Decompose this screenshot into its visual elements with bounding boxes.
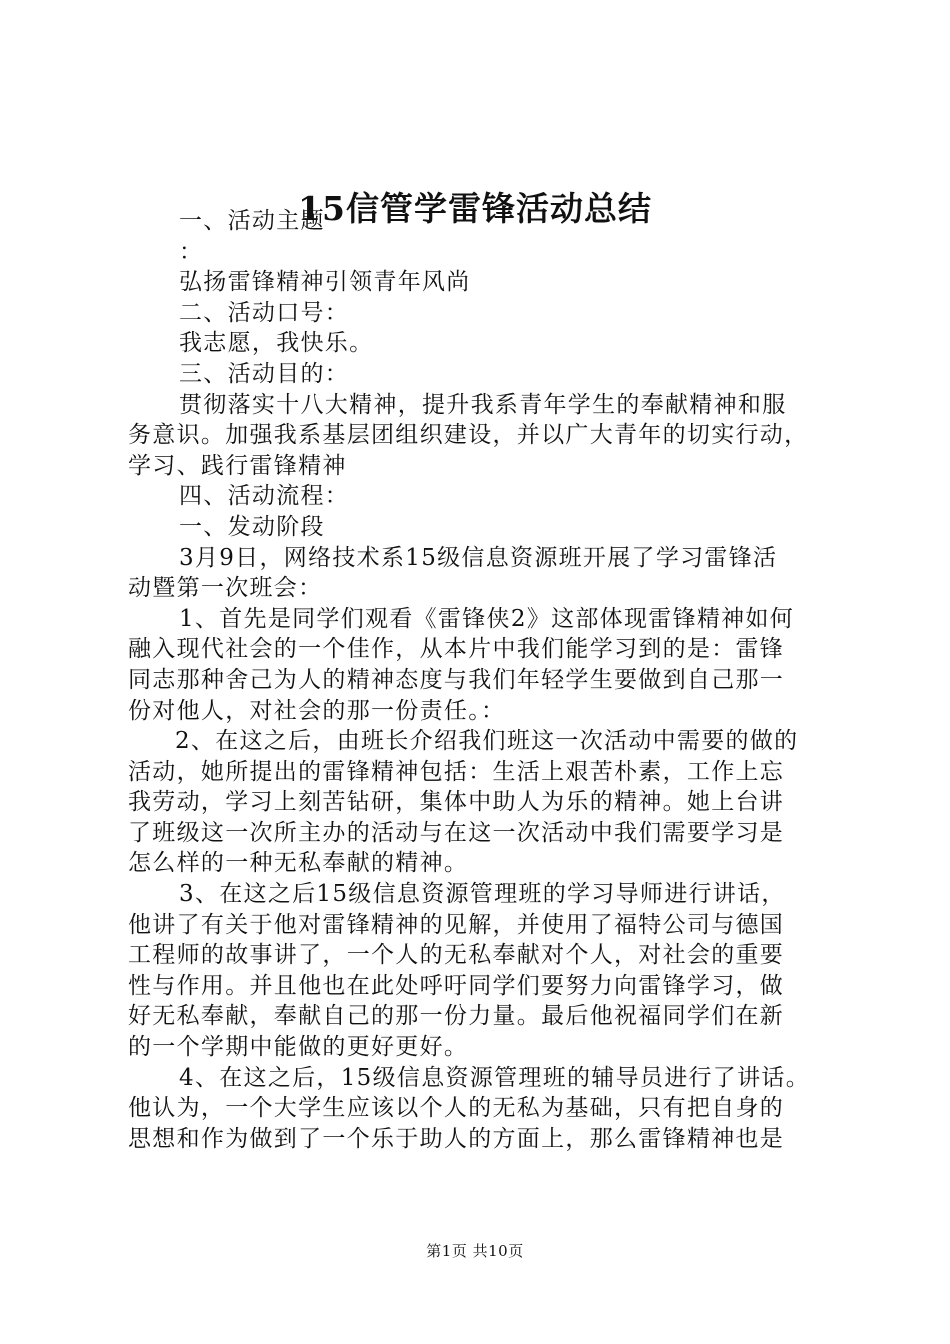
paragraph-line: 怎么样的一种无私奉献的精神。 bbox=[128, 850, 469, 877]
paragraph-line: 他讲了有关于他对雷锋精神的见解，并使用了福特公司与德国 bbox=[128, 911, 785, 938]
paragraph-line: 份对他人，对社会的那一份责任。： bbox=[128, 697, 506, 724]
paragraph-line: 好无私奉献，奉献自己的那一份力量。最后他祝福同学们在新 bbox=[128, 1003, 785, 1030]
text-line: 我志愿，我快乐。 bbox=[179, 330, 374, 357]
paragraph-line: 活动，她所提出的雷锋精神包括：生活上艰苦朴素，工作上忘 bbox=[128, 758, 785, 785]
document-body bbox=[128, 206, 848, 1154]
text-line: 弘扬雷锋精神引领青年风尚 bbox=[179, 269, 471, 296]
paragraph-line: 融入现代社会的一个佳作，从本片中我们能学习到的是：雷锋 bbox=[128, 636, 785, 663]
paragraph-line: 同志那种舍己为人的精神态度与我们年轻学生要做到自己那一 bbox=[128, 666, 785, 693]
paragraph-line: 工程师的故事讲了，一个人的无私奉献对个人，对社会的重要 bbox=[128, 942, 785, 969]
paragraph-line: 思想和作为做到了一个乐于助人的方面上，那么雷锋精神也是 bbox=[128, 1125, 785, 1152]
section-heading: 四、活动流程： bbox=[179, 483, 350, 510]
paragraph-line: 2、在这之后，由班长介绍我们班这一次活动中需要的做的 bbox=[175, 728, 799, 755]
paragraph-line: 的一个学期中能做的更好更好。 bbox=[128, 1034, 469, 1061]
paragraph-line: 贯彻落实十八大精神，提升我系青年学生的奉献精神和服 bbox=[179, 391, 787, 418]
paragraph-line: 了班级这一次所主办的活动与在这一次活动中我们需要学习是 bbox=[128, 819, 785, 846]
text-line: ： bbox=[179, 238, 204, 265]
paragraph-line: 4、在这之后，15级信息资源管理班的辅导员进行了讲话。 bbox=[179, 1064, 810, 1091]
document-title: 15信管学雷锋活动总结 bbox=[298, 189, 652, 228]
paragraph-line: 我劳动，学习上刻苦钻研，集体中助人为乐的精神。她上台讲 bbox=[128, 789, 785, 816]
paragraph-line: 性与作用。并且他也在此处呼吁同学们要努力向雷锋学习，做 bbox=[128, 972, 785, 999]
section-heading: 二、活动口号： bbox=[179, 299, 350, 326]
section-heading: 三、活动目的： bbox=[179, 360, 350, 387]
paragraph-line: 动暨第一次班会： bbox=[128, 575, 323, 602]
section-heading: 一、活动主题 bbox=[179, 208, 325, 234]
paragraph-line: 他认为，一个大学生应该以个人的无私为基础，只有把自身的 bbox=[128, 1095, 785, 1122]
paragraph-line: 3、在这之后15级信息资源管理班的学习导师进行讲话， bbox=[179, 881, 786, 908]
section-heading: 一、发动阶段 bbox=[179, 513, 325, 540]
paragraph-line: 1、首先是同学们观看《雷锋侠2》这部体现雷锋精神如何 bbox=[179, 605, 795, 632]
page-footer: 第1页 共10页 bbox=[426, 1242, 524, 1260]
paragraph-line: 学习、践行雷锋精神 bbox=[128, 452, 347, 479]
paragraph-line: 3月9日，网络技术系15级信息资源班开展了学习雷锋活 bbox=[179, 544, 778, 571]
paragraph-line: 务意识。加强我系基层团组织建设，并以广大青年的切实行动， bbox=[128, 422, 809, 449]
